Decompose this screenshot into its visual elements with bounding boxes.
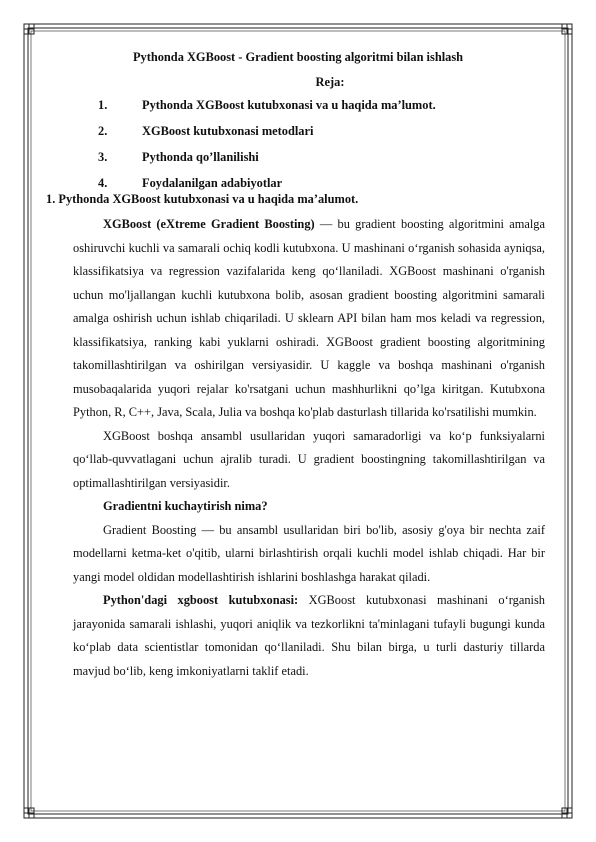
subheading: Gradientni kuchaytirish nima? (103, 499, 268, 513)
plan-item-text: Pythonda XGBoost kutubxonasi va u haqida ma’lumot. (142, 98, 436, 112)
plan-item-text: Foydalanilgan adabiyotlar (142, 176, 283, 190)
plan-list (98, 98, 436, 202)
plan-item (98, 124, 436, 150)
plan-heading: Reja: (315, 75, 345, 89)
plan-item (98, 98, 436, 124)
plan-item-text: Pythonda qo’llanilishi (142, 150, 259, 164)
plan-item-number: 3. (98, 150, 108, 164)
paragraph: Gradient Boosting — bu ansambl usullaridan biri bo'lib, asosiy g'oya bir nechta zaif modellarni ketma-ket o'qitib, ularni birlashtirish orqali kuchli model ishlab chiqadi. Har bir yangi model oldidan modellashtirish ishlarini boshlashga harakat qiladi. (73, 522, 545, 584)
plan-item-number: 1. (98, 98, 108, 112)
document-title: Pythonda XGBoost - Gradient boosting algoritmi bilan ishlash (132, 50, 464, 64)
section-heading: 1. Pythonda XGBoost kutubxonasi va u haqida ma’alumot. (46, 192, 359, 206)
plan-item-text: XGBoost kutubxonasi metodlari (142, 124, 314, 138)
plan-item (98, 150, 436, 176)
plan-item-number: 4. (98, 176, 108, 190)
paragraph-text: XGBoost kutubxonasi mashinani o‘rganish jarayonida samarali ishlashi, yuqori aniqlik va tezkorlikni ta'minlagani tufayli bugungi kunda ko‘plab data scientistlar tomonidan qo‘llaniladi. Shu bilan birga, u turli dasturiy tillarda mavjud bo‘lib, keng imkoniyatlarni taklif etadi. (73, 593, 545, 678)
paragraph-bold-lead: XGBoost (eXtreme Gradient Boosting) (103, 217, 315, 231)
paragraph (73, 589, 545, 683)
paragraph (73, 213, 545, 425)
paragraph: XGBoost boshqa ansambl usullaridan yuqori samaradorligi va ko‘p funksiyalarni qo‘llab-quvvatlagani uchun ajralib turadi. U gradient boostingning takomillashtirilgan va optimallashtirilgan versiyasidir. (73, 428, 545, 490)
document-body (73, 213, 545, 683)
paragraph-bold-lead: Python'dagi xgboost kutubxonasi: (103, 593, 299, 607)
plan-item-number: 2. (98, 124, 108, 138)
paragraph-text: — bu gradient boosting algoritmini amalga oshiruvchi kuchli va samarali ochiq kodli kutubxona. U mashinani o‘rganish sohasida ayniqsa, klassifikatsiya va regression vazifalarida keng qo‘llaniladi. XGBoost mashinani o'rganish uchun mo'ljallangan kuchli kutubxona bolib, asosan gradient boosting algoritmini samarali amalga oshirish uchun ishlab chiqariladi. U sklearn API bilan ham mos keladi va regression, klassifikatsiya, ranking kabi yuklarni oshiradi. XGBoost gradient boosting algoritmining takomillashtirilgan va oshirilgan versiyasidir. U kaggle va boshqa mashinani o'rganish musobaqalarida yuqori rejalar ko'rsatgani uchun mashhurlikni qo’lga kiritgan. Kutubxona Python, R, C++, Java, Scala, Julia va boshqa ko'plab dasturlash tillarida ko'rsatilishi mumkin. (73, 217, 545, 419)
